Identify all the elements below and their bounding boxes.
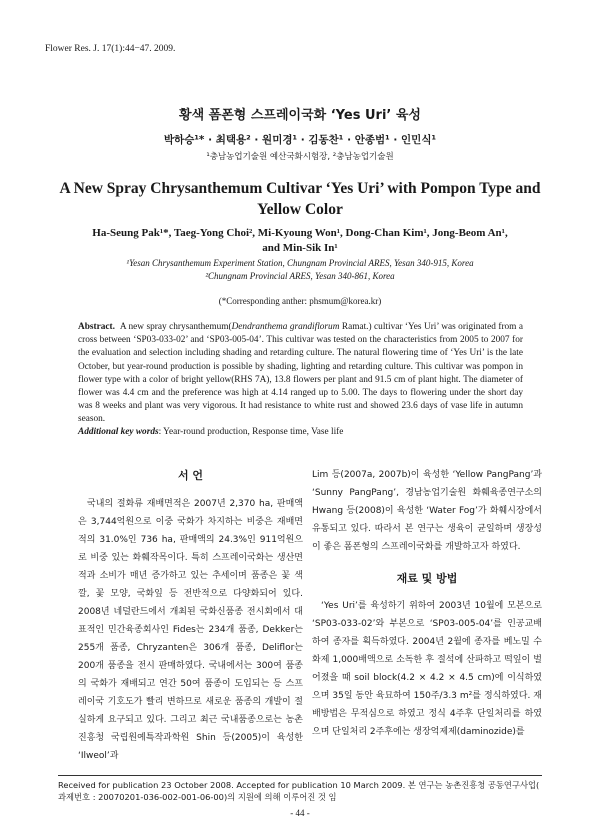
keywords	[78, 427, 523, 437]
methods-paragraph-1: ‘Yes Uri’를 육성하기 위하여 2003년 10월에 모본으로 ‘SP03-033-02’와 부본으로 ‘SP03-005-04’를 인공교배하여 종자를 획득하였다. 2004년 2월에 종자를 베노밀 수화제 1,000배액으로 소독한 후 절석에 산파하고 떡잎이 벌어졌을 때 soil block(4.2 × 4.2 × 4.5 cm)에 이식하였으며 35일 동안 육묘하여 150주/3.3 m²를 정식하였다. 재배방법은 무적심으로 하였고 정식 4주후 단일처리를 하였으며 단일처리 2주후에는 생장억제제(daminozide)를	[312, 601, 542, 737]
intro-paragraph-2: Lim 등(2007a, 2007b)이 육성한 ‘Yellow PangPang’과 ‘Sunny PangPang’, 경남농업기술원 화훼육종연구소의 Hwang 등(2008)이 육성한 ‘Water Fog’가 화훼시장에서 유통되고 있다. 따라서 본 연구는 생육이 균일하며 생장성이 좋은 폼폰형의 스프레이국화를 개발하고자 하였다.	[312, 470, 542, 552]
abstract-text-1: A new spray chrysanthemum(	[119, 322, 232, 332]
methods-column	[312, 597, 542, 741]
intro-paragraph-1: 국내의 절화류 재배면적은 2007년 2,370 ha, 판매액은 3,744억원으로 이중 국화가 차지하는 비중은 재배면적의 31.0%인 736 ha, 판매액의 24.3%인 911억원으로 비중 있는 화훼작목이다. 특히 스프레이국화는 생산면적과 소비가 매년 증가하고 있는 추세이며 품종은 꽃 색깔, 꽃 모양, 국화잎 등 전반적으로 다양화되어 있다. 2008년 네덜란드에서 개최된 국화신품종 전시회에서 대표적인 민간육종회사인 Fides는 234개 품종, Dekker는 255개 품종, Chryzanten은 306개 품종, Deliflor는 200개 품종을 전시 판매하였다. 국내에서는 300여 품종의 국화가 재배되고 연간 50여 품종이 도입되는 등 스프레이국 기호도가 빨리 변하므로 새로운 품종의 개발이 절실하게 요구되고 있다. 그리고 최근 국내품종으로는 농촌진흥청 국립원예특작과학원 Shin 등(2005)이 육성한 ‘Ilweol’과	[78, 499, 303, 761]
methods-heading: 재료 및 방법	[396, 572, 458, 585]
abstract-label: Abstract.	[78, 322, 115, 332]
korean-affiliation: ¹충남농업기술원 예산국화시험장, ²충남농업기술원	[206, 152, 394, 162]
intro-column-left	[78, 495, 303, 765]
footnote-line-1: Received for publication 23 October 2008. Accepted for publication 10 March 2009. 본 연구는 농촌진흥청 공동연구사업(	[58, 780, 540, 790]
korean-title: 황색 폼폰형 스프레이국화 ‘Yes Uri’ 육성	[179, 108, 421, 123]
journal-citation: Flower Res. J. 17(1):44−47. 2009.	[45, 44, 176, 54]
abstract-text-2: Ramat.) cultivar ‘Yes Uri’ was originated from a cross between ‘SP03-033-02’ and ‘SP03-005-04’. This cultivar was tested on the characteristics from 2005 to 2007 for the evaluation and selection including shading and retarding culture. The natural flowering time of ‘Yes Uri’ is the late October, but year-round production is possible by shading, lighting and retarding culture. This cultivar was pompon in flower type with a color of bright yellow(RHS 7A), 13.8 flowers per plant and 91.5 cm of plant hight. The diameter of flower was 4.4 cm and the preference was high at 4.14 ranged up to 5.00. The days to flowering under the short day was 8 weeks and plant was very vigorous. It had resistance to white rust and showed 23.6 days of vase life in autumn season.	[78, 322, 524, 425]
english-authors-line1: Ha-Seung Pak¹*, Taeg-Yong Choi², Mi-Kyoung Won¹, Dong-Chan Kim¹, Jong-Beom An¹,	[92, 227, 508, 239]
english-title: A New Spray Chrysanthemum Cultivar ‘Yes Uri’ with Pompon Type and Yellow Color	[59, 180, 541, 218]
corresponding-author: (*Corresponding anther: phsmum@korea.kr)	[218, 296, 382, 306]
footnote-rule	[58, 775, 542, 776]
keywords-text: : Year-round production, Response time, Vase life	[158, 427, 344, 437]
intro-heading: 서 언	[177, 469, 204, 482]
page-number: - 44 -	[290, 808, 310, 818]
affiliation-2: ²Chungnam Provincial ARES, Yesan 340-861, Korea	[205, 271, 395, 281]
footnote-line-2: 과제번호 : 20070201-036-002-001-06-00)의 지원에 의해 이루어진 것 임	[58, 792, 337, 802]
footnote	[58, 779, 542, 803]
abstract	[78, 321, 523, 427]
english-authors-line2: and Min-Sik In¹	[262, 242, 338, 254]
korean-authors: 박하승¹* · 최택용² · 원미경¹ · 김동찬¹ · 안종범¹ · 인민식¹	[163, 134, 437, 146]
english-authors	[70, 226, 530, 256]
affiliation-1: ¹Yesan Chrysanthemum Experiment Station, Chungnam Provincial ARES, Yesan 340-915, Korea	[126, 258, 474, 268]
keywords-label: Additional key words	[78, 427, 159, 437]
intro-column-right	[312, 466, 542, 556]
abstract-species: Dendranthema grandiflorum	[231, 322, 340, 332]
